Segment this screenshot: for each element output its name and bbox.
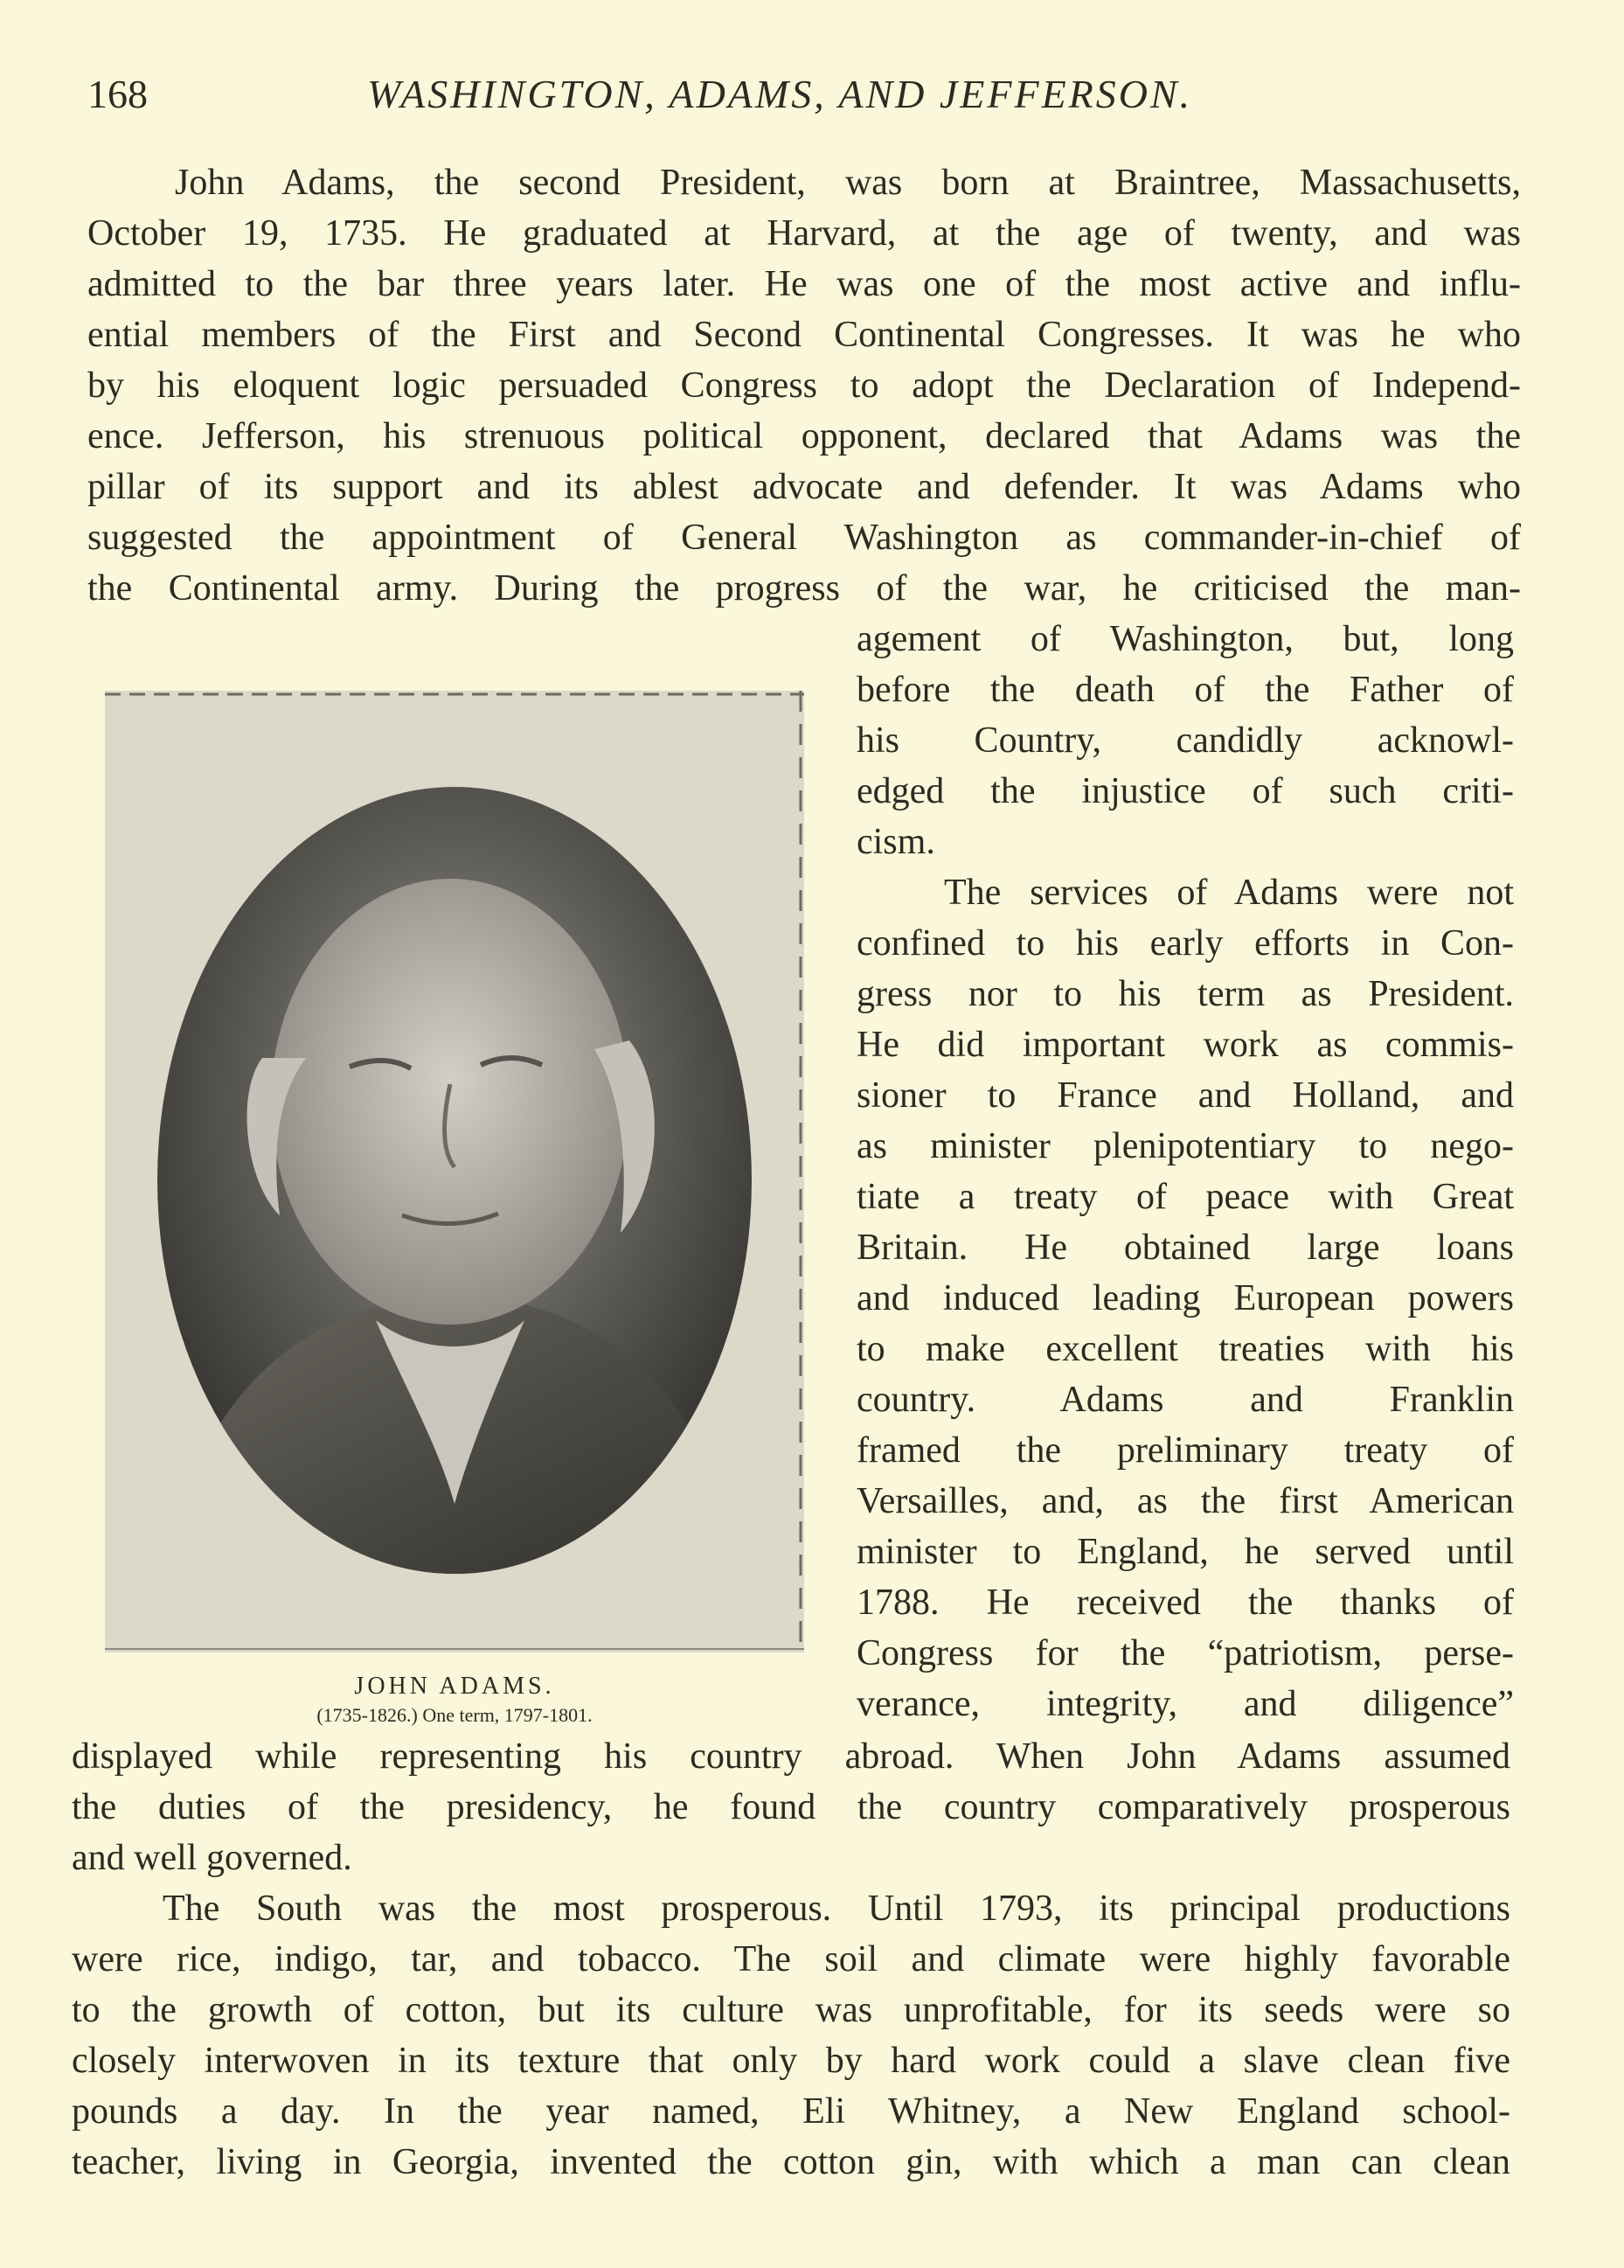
running-head: [87, 68, 1521, 121]
text-line: to the growth of cotton, but its culture was unprofitable, for its seeds were so: [72, 1990, 1510, 2030]
portrait-plate: [105, 691, 804, 1652]
text-line: The services of Adams were not: [944, 873, 1514, 913]
page-number: 168: [87, 72, 148, 116]
text-line: sioner to France and Holland, and: [857, 1075, 1514, 1116]
text-line: and induced leading European powers: [857, 1278, 1514, 1318]
face: [271, 879, 629, 1325]
text-line: ence. Jefferson, his strenuous political opponent, declared that Adams was the: [87, 416, 1521, 456]
text-line: teacher, living in Georgia, invented the cotton gin, with which a man can clean: [72, 2142, 1510, 2182]
portrait-caption-dates: (1735-1826.) One term, 1797-1801.: [316, 1704, 593, 1726]
text-line: before the death of the Father of: [857, 670, 1514, 710]
text-line: were rice, indigo, tar, and tobacco. The soil and climate were highly favorable: [72, 1939, 1510, 1979]
text-line: ential members of the First and Second Continental Congresses. It was he who: [87, 315, 1521, 355]
text-line: pounds a day. In the year named, Eli Whitney, a New England school-: [72, 2091, 1510, 2132]
paragraph-adams-intro: [87, 157, 1521, 614]
text-line: the duties of the presidency, he found the country comparatively prosperous: [72, 1787, 1510, 1827]
paragraph-south-cotton: [72, 1731, 1510, 2188]
portrait-figure: [105, 691, 804, 1652]
text-line: He did important work as commis-: [857, 1025, 1514, 1065]
text-line: minister to England, he served until: [857, 1532, 1514, 1572]
text-line: tiate a treaty of peace with Great: [857, 1177, 1514, 1217]
portrait-caption-name: JOHN ADAMS.: [354, 1673, 555, 1700]
text-line: the Continental army. During the progress of the war, he criticised the man-: [87, 568, 1521, 609]
paragraph-beside-portrait: [857, 614, 1514, 1729]
text-line: as minister plenipotentiary to nego-: [857, 1126, 1514, 1166]
text-line: admitted to the bar three years later. He was one of the most active and influ-: [87, 264, 1521, 304]
text-line: framed the preliminary treaty of: [857, 1430, 1514, 1471]
text-line: cism.: [857, 822, 935, 862]
text-line: edged the injustice of such criti-: [857, 771, 1514, 811]
text-line: gress nor to his term as President.: [857, 974, 1514, 1014]
text-line: pillar of its support and its ablest advocate and defender. It was Adams who: [87, 467, 1521, 507]
text-line: displayed while representing his country abroad. When John Adams assumed: [72, 1736, 1510, 1777]
text-line: 1788. He received the thanks of: [857, 1583, 1514, 1623]
text-line: Congress for the “patriotism, perse-: [857, 1633, 1514, 1673]
text-line: The South was the most prosperous. Until 1793, its principal productions: [163, 1889, 1510, 1929]
text-line: Versailles, and, as the first American: [857, 1481, 1514, 1521]
text-line: October 19, 1735. He graduated at Harvard, at the age of twenty, and was: [87, 213, 1521, 254]
text-line: closely interwoven in its texture that only by hard work could a slave clean five: [72, 2041, 1510, 2081]
text-line: agement of Washington, but, long: [857, 619, 1514, 659]
text-line: his Country, candidly acknowl-: [857, 720, 1514, 761]
text-line: country. Adams and Franklin: [857, 1380, 1514, 1420]
text-line: and well governed.: [72, 1838, 352, 1878]
text-line: by his eloquent logic persuaded Congress to adopt the Declaration of Independ-: [87, 365, 1521, 406]
text-line: to make excellent treaties with his: [857, 1329, 1514, 1369]
text-line: verance, integrity, and diligence”: [857, 1684, 1514, 1724]
text-line: suggested the appointment of General Washington as commander-in-chief of: [87, 518, 1521, 558]
text-line: John Adams, the second President, was born at Braintree, Massachusetts,: [175, 163, 1521, 203]
text-line: Britain. He obtained large loans: [857, 1228, 1514, 1268]
running-title: WASHINGTON, ADAMS, AND JEFFERSON.: [367, 72, 1193, 116]
text-line: confined to his early efforts in Con-: [857, 923, 1514, 964]
